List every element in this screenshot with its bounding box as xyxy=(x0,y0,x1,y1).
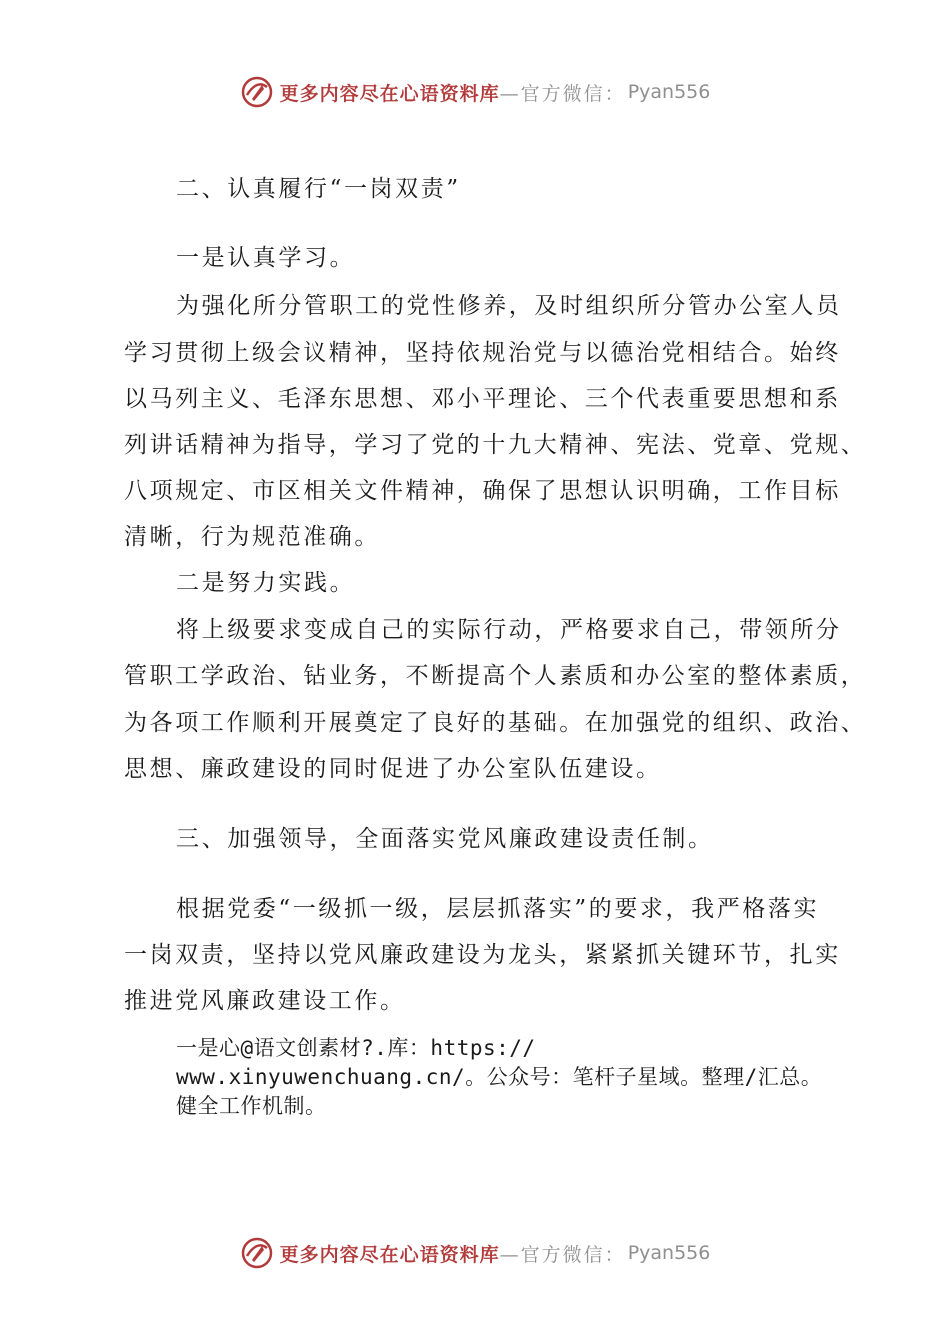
banner-text-wechat: —官方微信： xyxy=(499,1243,626,1266)
paragraph-line: 根据党委“一级抓一级，层层抓落实”的要求，我严格落实 xyxy=(176,896,820,922)
banner-text-wechat: —官方微信： xyxy=(499,82,626,105)
banner-text-main: 更多内容尽在心语资料库 xyxy=(279,82,500,105)
paragraph-line: 一岗双责，坚持以党风廉政建设为龙头，紧紧抓关键环节，扎实 xyxy=(124,942,841,968)
paragraph-line: 健全工作机制。 xyxy=(176,1094,327,1118)
banner-text-id: Pyan556 xyxy=(627,81,711,103)
section-heading: 三、加强领导，全面落实党风廉政建设责任制。 xyxy=(176,826,714,852)
paragraph-line: www.xinyuwenchuang.cn/。公众号：笔杆子星域。整理/汇总。 xyxy=(176,1065,823,1089)
paragraph-line: 学习贯彻上级会议精神，坚持依规治党与以德治党相结合。始终 xyxy=(124,340,841,366)
paragraph-line: 推进党风廉政建设工作。 xyxy=(124,988,406,1014)
paragraph-line: 将上级要求变成自己的实际行动，严格要求自己，带领所分 xyxy=(176,617,842,643)
paragraph-line: 思想、廉政建设的同时促进了办公室队伍建设。 xyxy=(124,756,662,782)
paragraph-line: 为强化所分管职工的党性修养，及时组织所分管办公室人员 xyxy=(176,293,842,319)
paragraph-line: 为各项工作顺利开展奠定了良好的基础。在加强党的组织、政治、 xyxy=(124,710,867,736)
brand-logo-icon xyxy=(240,1236,274,1270)
paragraph-line: 以马列主义、毛泽东思想、邓小平理论、三个代表重要思想和系 xyxy=(124,386,841,412)
section-heading: 二、认真履行“一岗双责” xyxy=(176,176,461,202)
subheading: 一是认真学习。 xyxy=(176,245,356,271)
banner-text-main: 更多内容尽在心语资料库 xyxy=(279,1243,500,1266)
paragraph-line: 管职工学政治、钻业务，不断提高个人素质和办公室的整体素质， xyxy=(124,663,867,689)
paragraph-line: 列讲话精神为指导，学习了党的十九大精神、宪法、党章、党规、 xyxy=(124,432,867,458)
subheading: 二是努力实践。 xyxy=(176,570,356,596)
paragraph-line: 一是心@语文创素材?.库：https:// xyxy=(176,1036,536,1060)
paragraph-line: 八项规定、市区相关文件精神，确保了思想认识明确，工作目标 xyxy=(124,478,841,504)
banner-text-id: Pyan556 xyxy=(627,1242,711,1264)
paragraph-line: 清晰，行为规范准确。 xyxy=(124,524,380,550)
footer-watermark-banner xyxy=(0,1233,950,1273)
